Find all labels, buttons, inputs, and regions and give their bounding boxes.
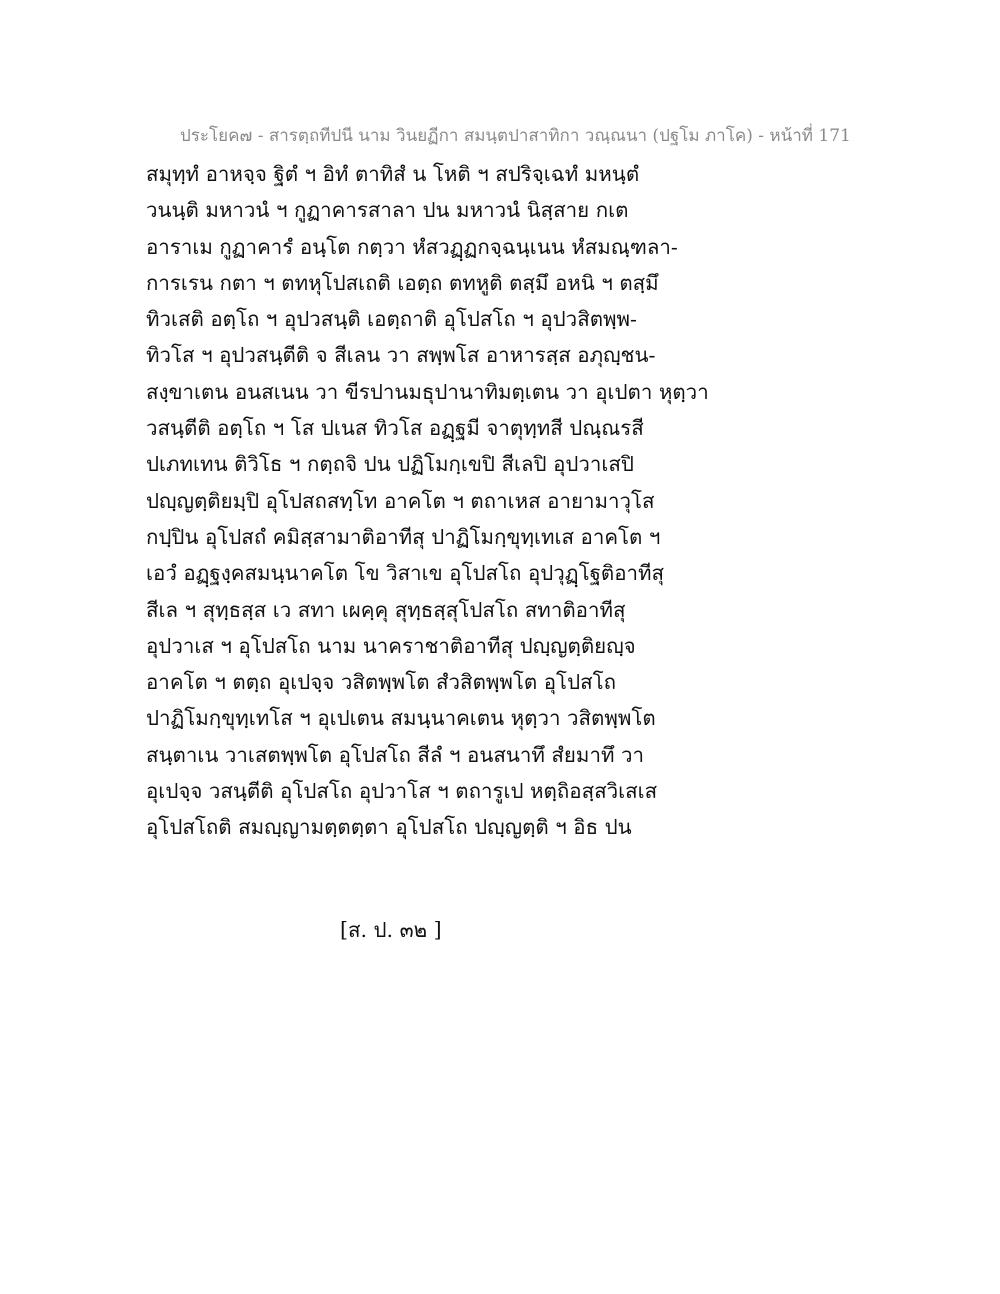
text-line: อาคโต ฯ ตตฺถ อุเปจฺจ วสิตพฺพโต สํวสิตพฺพโต อุโปสโถ (146, 670, 617, 695)
text-line: วนนฺติ มหาวนํ ฯ กูฏาคารสาลา ปน มหาวนํ นิสฺสาย กเต (146, 198, 629, 223)
body-text (146, 156, 709, 846)
text-line: อุปวาเส ฯ อุโปสโถ นาม นาคราชาติอาทีสุ ปญฺญตฺติยญฺจ (146, 633, 636, 658)
text-line: อุโปสโถติ สมญฺญามตฺตตฺตา อุโปสโถ ปญฺญตฺติ ฯ อิธ ปน (146, 815, 632, 840)
text-line: สนฺตาเน วาเสตพฺพโต อุโปสโถ สีลํ ฯ อนสนาทึ สํยมาทึ วา (146, 742, 645, 767)
text-line: กปฺปิน อุโปสถํ คมิสฺสามาติอาทีสุ ปาฏิโมกฺขุทฺเทเส อาคโต ฯ (146, 524, 661, 549)
text-line: วสนฺตีติ อตฺโถ ฯ โส ปเนส ทิวโส อฏฺฐมี จาตุทฺทสี ปณฺณรสี (146, 416, 644, 441)
text-line: สมุทฺทํ อาหจฺจ ฐิตํ ฯ อิทํ ตาทิสํ น โหติ ฯ สปริจฺเฉทํ มหนฺตํ (146, 162, 640, 186)
text-line: ทิวเสติ อตฺโถ ฯ อุปวสนฺติ เอตฺถาติ อุโปสโถ ฯ อุปวสิตพฺพ- (146, 307, 637, 332)
text-line: สีเล ฯ สุทฺธสฺส เว สทา เผคฺคุ สุทฺธสฺสุโปสโถ สทาติอาทีสุ (146, 597, 626, 622)
running-header: ประโยค๗ - สารตฺถทีปนี นาม วินยฏีกา สมนฺตปาสาทิกา วณฺณนา (ปฐโม ภาโค) - หน้าที่ 171 (180, 126, 851, 146)
text-line: ปญฺญตฺติยมฺปิ อุโปสถสทฺโท อาคโต ฯ ตถาเหส อายามาวุโส (146, 488, 655, 513)
text-line: การเรน กตา ฯ ตทหุโปสเถติ เอตฺถ ตทหูติ ตสฺมึ อหนิ ฯ ตสฺมึ (146, 270, 659, 295)
text-line: เอวํ อฏฺฐงฺคสมนฺนาคโต โข วิสาเข อุโปสโถ อุปวุฏฺโฐติอาทีสุ (146, 561, 665, 586)
page-reference: [ส. ป. ๓๒ ] (340, 918, 442, 942)
text-line: อุเปจฺจ วสนฺตีติ อุโปสโถ อุปวาโส ฯ ตถารูเป หตฺถิอสฺสวิเสเส (146, 779, 658, 804)
text-line: ทิวโส ฯ อุปวสนฺตีติ จ สีเลน วา สพฺพโส อาหารสฺส อภุญฺชน- (146, 343, 656, 368)
text-line: ปาฏิโมกฺขุทฺเทโส ฯ อุเปเตน สมนฺนาคเตน หุตฺวา วสิตพฺพโต (146, 706, 656, 731)
text-line: ปเภทเทน ติวิโธ ฯ กตฺถจิ ปน ปฏิโมกฺเขปิ สีเลปิ อุปวาเสปิ (146, 452, 634, 477)
text-line: อาราเม กูฏาคารํ อนฺโต กตฺวา หํสวฏฺฏกจฺฉนฺเนน หํสมณฺฑลา- (146, 234, 678, 259)
text-line: สงฺขาเตน อนสเนน วา ขีรปานมธุปานาทิมตฺเตน วา อุเปตา หุตฺวา (146, 379, 709, 404)
